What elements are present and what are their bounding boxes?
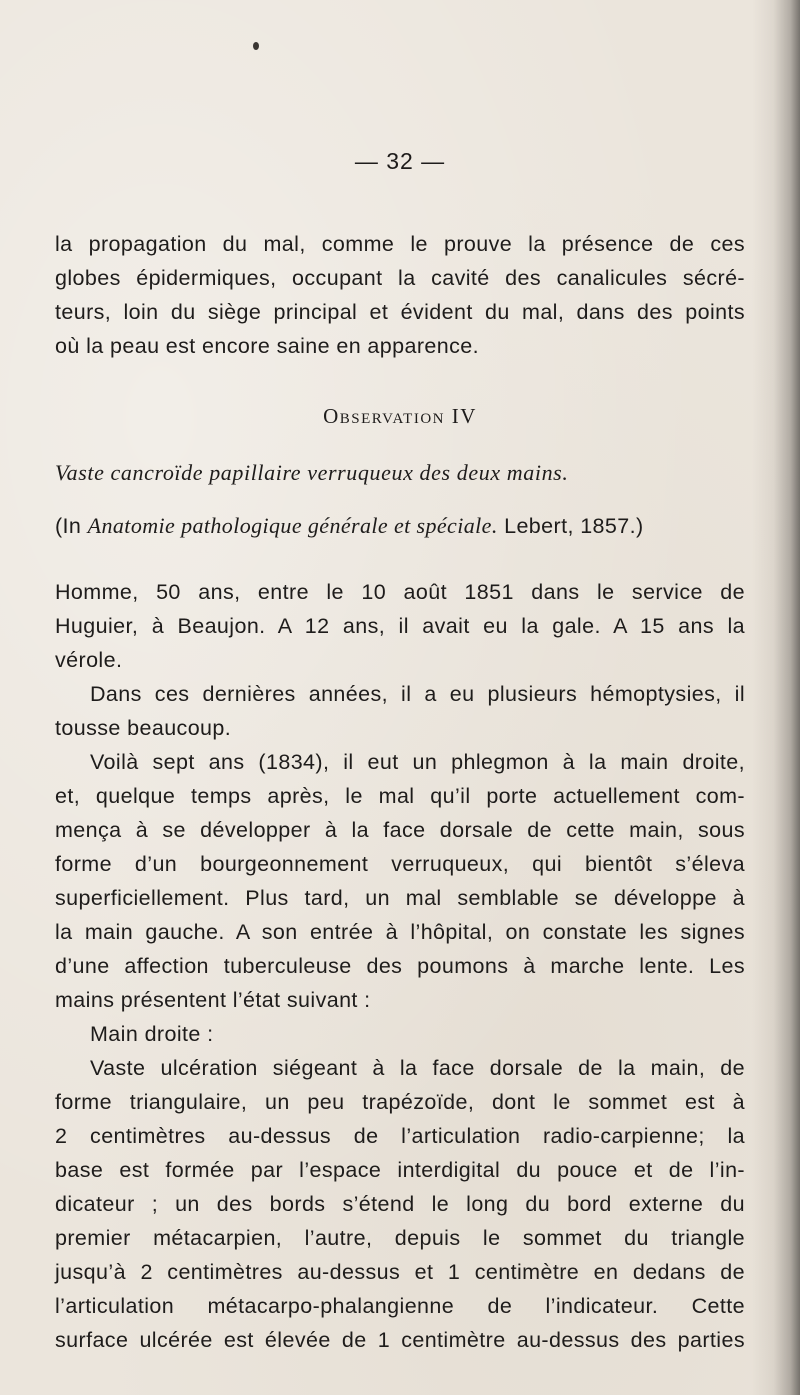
page-edge-shadow (752, 0, 800, 1395)
text-line: premier métacarpien, l’autre, depuis le sommet du triangle (55, 1226, 745, 1250)
text-line: Huguier, à Beaujon. A 12 ans, il avait eu la gale. A 15 ans la (55, 614, 745, 638)
text-line: et, quelque temps après, le mal qu’il porte actuellement com- (55, 784, 745, 808)
text-line: la main gauche. A son entrée à l’hôpital, on constate les signes (55, 920, 745, 944)
text-line: d’une affection tuberculeuse des poumons à marche lente. Les (55, 954, 745, 978)
observation-title: Vaste cancroïde papillaire verruqueux des deux mains. (55, 460, 569, 485)
text-line: superficiellement. Plus tard, un mal semblable se développe à (55, 886, 745, 910)
text-line: 2 centimètres au-dessus de l’articulation radio-carpienne; la (55, 1124, 745, 1148)
source-open: (In (55, 514, 88, 538)
text-line: où la peau est encore saine en apparence. (55, 334, 480, 358)
text-line: surface ulcérée est élevée de 1 centimètre au-dessus des parties (55, 1328, 745, 1352)
text-line: globes épidermiques, occupant la cavité des canalicules sécré- (55, 266, 745, 290)
observation-heading: Observation IV (323, 404, 477, 428)
text-line: forme d’un bourgeonnement verruqueux, qui bientôt s’éleva (55, 852, 745, 876)
text-line: Dans ces dernières années, il a eu plusieurs hémoptysies, il (90, 682, 745, 706)
ink-speck (253, 42, 259, 50)
page-number: — 32 — (354, 148, 446, 174)
text-line: tousse beaucoup. (55, 716, 232, 740)
text-line: Voilà sept ans (1834), il eut un phlegmon à la main droite, (90, 750, 745, 774)
text-line: mença à se développer à la face dorsale de cette main, sous (55, 818, 745, 842)
text-line: Vaste ulcération siégeant à la face dorsale de la main, de (90, 1056, 745, 1080)
text-line: vérole. (55, 648, 123, 672)
text-line: teurs, loin du siège principal et évident du mal, dans des points (55, 300, 745, 324)
text-line: l’articulation métacarpo-phalangienne de l’indicateur. Cette (55, 1294, 745, 1318)
text-line: Main droite : (90, 1022, 214, 1046)
source-work: Anatomie pathologique générale et spéciale. (87, 513, 498, 538)
text-line: base est formée par l’espace interdigital du pouce et de l’in- (55, 1158, 745, 1182)
source-rest: Lebert, 1857.) (497, 514, 644, 538)
observation-source (55, 513, 745, 539)
text-line: forme triangulaire, un peu trapézoïde, dont le sommet est à (55, 1090, 745, 1114)
text-line: dicateur ; un des bords s’étend le long du bord externe du (55, 1192, 745, 1216)
text-line: la propagation du mal, comme le prouve la présence de ces (55, 232, 745, 256)
text-line: jusqu’à 2 centimètres au-dessus et 1 centimètre en dedans de (55, 1260, 745, 1284)
text-line: mains présentent l’état suivant : (55, 988, 371, 1012)
text-line: Homme, 50 ans, entre le 10 août 1851 dans le service de (55, 580, 745, 604)
